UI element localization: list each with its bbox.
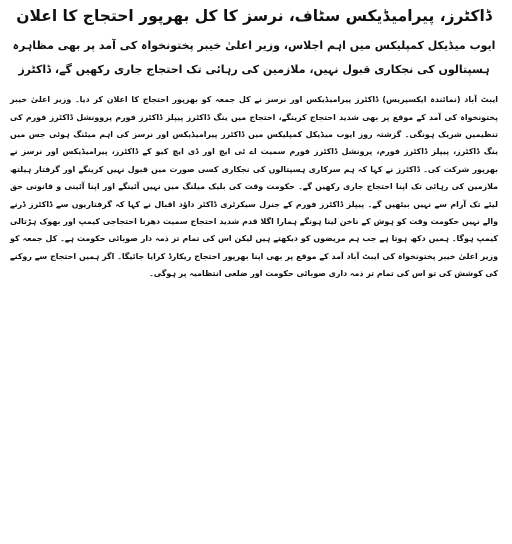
headline-main: ڈاکٹرز، پیرامیڈیکس سٹاف، نرسز کا کل بھرپور احتجاج کا اعلان [16, 7, 492, 25]
headline-sub: ایوب میڈیکل کمپلیکس میں اہم اجلاس، وزیر اعلیٰ خیبر پختونخواہ کی آمد پر بھی مظاہرہ [12, 38, 496, 52]
article-body: ایبٹ آباد (نمائندہ ایکسپریس) ڈاکٹرز پیرامیڈیکس اور نرسز نے کل جمعہ کو بھرپور احتجاج کا اعلان کر دیا۔ وزیر اعلیٰ خیبر پختونخواہ کی آمد کے موقع پر بھی شدید احتجاج کرینگے، احتجاج میں ینگ ڈاکٹرز پیپلز ڈاکٹرز فورم پروونشل ڈاکٹرز فورم کی تنظیمیں شریک ہونگی۔ گزشتہ روز ایوب میڈیکل کمپلیکس میں ڈاکٹرز پیرامیڈیکس اور نرسز کی اہم میٹنگ ہوئی جس میں ینگ ڈاکٹرز، پیپلز ڈاکٹرز فورم، پرونشل ڈاکٹرز فورم سمیت اے ٹی ایچ اور ڈی ایچ کیو کے ڈاکٹرز، پیرامیڈیکس اور نرسز نے بھرپور شرکت کی۔ ڈاکٹرز نے کہا کہ ہم سرکاری ہسپتالوں کی نجکاری کسی صورت میں قبول نہیں کرینگے اور گرفتار ہیلتھ ملازمین کی رہائی تک اپنا احتجاج جاری رکھیں گے۔ حکومت وقت کی بلیک میلنگ میں نہیں آئینگے اور اپنا آئینی و قانونی حق لیئے تک آرام سے نہیں بیٹھیں گے۔ پیپلز ڈاکٹرز فورم کے جنرل سیکرٹری ڈاکٹر داؤد اقبال نے کہا کہ گرفتاریوں سے ڈاکٹرز ڈرنے والے نہیں حکومت وقت کو ہوش کے ناخن لینا ہونگے ہمارا اگلا قدم شدید احتجاج سمیت دھرنا احتجاجی کیمپ اور بھوک ہڑتالی کیمپ ہوگا۔ ہمیں دکھ ہوتا ہے جب ہم مریضوں کو دیکھتے ہیں لیکن اس کی تمام تر ذمہ دار صوبائی حکومت ہے۔ کل جمعہ کو وزیر اعلیٰ خیبر پختونخواہ کی ایبٹ آباد آمد کے موقع پر بھی اپنا بھرپور احتجاج ریکارڈ کرایا جائیگا۔ اگر ہمیں احتجاج سے روکنے کی کوشش کی تو اس کی تمام تر ذمہ داری صوبائی حکومت اور ضلعی انتظامیہ پر ہوگی۔ [10, 95, 498, 279]
headline-third: ہسپتالوں کی نجکاری قبول نہیں، ملازمین کی رہائی تک احتجاج جاری رکھیں گے، ڈاکٹرز [18, 63, 490, 77]
